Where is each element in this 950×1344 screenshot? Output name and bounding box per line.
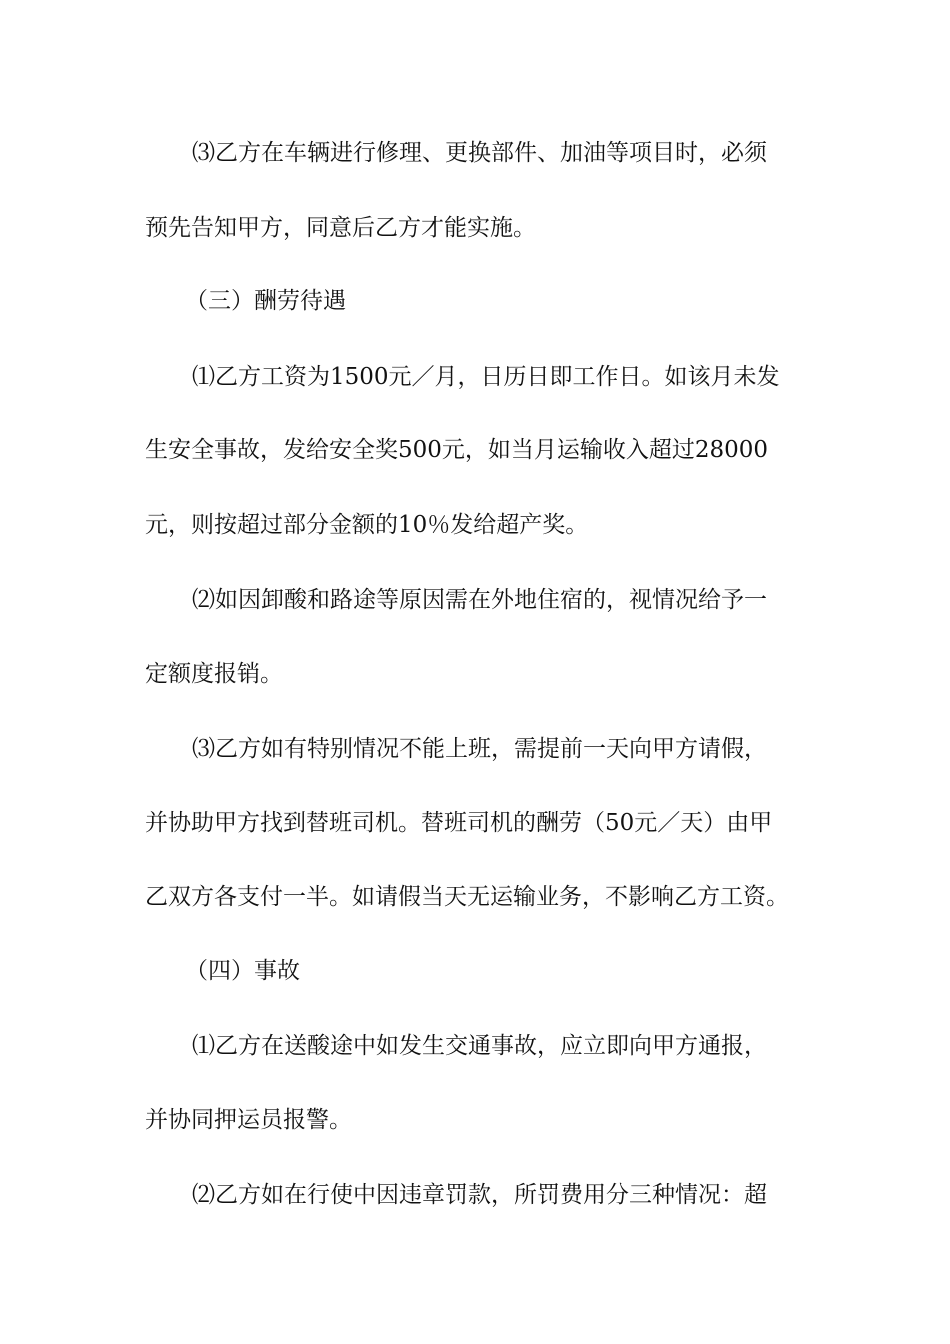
paragraph-line: 定额度报销。 [145, 661, 283, 687]
paragraph-line: 生安全事故，发给安全奖500元，如当月运输收入超过28000 [145, 437, 769, 463]
paragraph-line: ⑴乙方工资为1500元／月，日历日即工作日。如该月未发 [192, 364, 780, 390]
section-heading: （三）酬劳待遇 [185, 288, 346, 314]
paragraph-line: 并协同押运员报警。 [145, 1107, 352, 1133]
paragraph-line: 元，则按超过部分金额的10％发给超产奖。 [145, 512, 589, 538]
paragraph-line: 预先告知甲方，同意后乙方才能实施。 [145, 215, 536, 241]
paragraph-line: 乙双方各支付一半。如请假当天无运输业务，不影响乙方工资。 [145, 884, 789, 910]
paragraph-line: ⑶乙方如有特别情况不能上班，需提前一天向甲方请假， [192, 736, 767, 762]
paragraph-line: ⑶乙方在车辆进行修理、更换部件、加油等项目时，必须 [192, 140, 767, 166]
paragraph-line: ⑴乙方在送酸途中如发生交通事故，应立即向甲方通报， [192, 1033, 767, 1059]
paragraph-line: ⑵乙方如在行使中因违章罚款，所罚费用分三种情况：超 [192, 1182, 767, 1208]
paragraph-line: 并协助甲方找到替班司机。替班司机的酬劳（50元／天）由甲 [145, 810, 773, 836]
paragraph-line: ⑵如因卸酸和路途等原因需在外地住宿的，视情况给予一 [192, 587, 767, 613]
section-heading: （四）事故 [185, 958, 300, 984]
